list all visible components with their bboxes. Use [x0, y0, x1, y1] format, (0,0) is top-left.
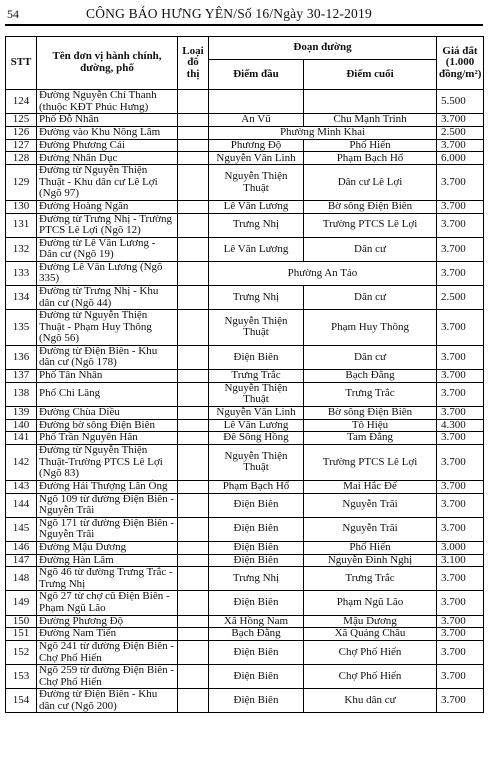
row-price: 3.700 — [437, 641, 484, 665]
row-price: 3.700 — [437, 345, 484, 369]
row-price: 3.700 — [437, 261, 484, 285]
row-end-point: Tô Hiệu — [304, 419, 437, 432]
row-stt: 151 — [6, 628, 37, 641]
table-row — [6, 152, 484, 165]
row-stt: 149 — [6, 591, 37, 615]
table-row — [6, 126, 484, 139]
row-name: Ngõ 46 từ đường Trưng Trắc - Trưng Nhị — [37, 567, 178, 591]
row-end-point: Chợ Phố Hiến — [304, 665, 437, 689]
row-end-point — [304, 90, 437, 114]
table-row — [6, 406, 484, 419]
row-end-point: Dân cư — [304, 345, 437, 369]
row-start-point: Trưng Nhị — [209, 213, 304, 237]
row-end-point: Phố Hiến — [304, 541, 437, 554]
row-end-point: Bờ sông Điện Biên — [304, 200, 437, 213]
row-start-point: Nguyễn Thiện Thuật — [209, 445, 304, 481]
table-row — [6, 567, 484, 591]
row-start-point: Lê Văn Lương — [209, 237, 304, 261]
table-row — [6, 382, 484, 406]
header-end-point: Điểm cuối — [304, 60, 437, 90]
row-urban-type — [178, 517, 209, 541]
row-urban-type — [178, 554, 209, 567]
row-start-point: Nguyễn Văn Linh — [209, 406, 304, 419]
row-price: 3.700 — [437, 480, 484, 493]
table-row — [6, 139, 484, 152]
row-urban-type — [178, 237, 209, 261]
row-price: 3.700 — [437, 591, 484, 615]
row-stt: 128 — [6, 152, 37, 165]
row-end-point: Phạm Bạch Hổ — [304, 152, 437, 165]
row-start-point: Điện Biên — [209, 689, 304, 713]
row-price: 4.300 — [437, 419, 484, 432]
row-urban-type — [178, 200, 209, 213]
row-stt: 125 — [6, 114, 37, 127]
header-rule — [5, 24, 483, 26]
row-name: Phố Trần Nguyên Hãn — [37, 432, 178, 445]
row-name: Ngõ 109 từ đường Điện Biên - Nguyễn Trãi — [37, 493, 178, 517]
row-end-point: Mai Hắc Đế — [304, 480, 437, 493]
row-name: Ngõ 171 từ đường Điện Biên - Nguyễn Trãi — [37, 517, 178, 541]
row-end-point: Trường PTCS Lê Lợi — [304, 445, 437, 481]
table-row — [6, 665, 484, 689]
row-name: Đường từ Trưng Nhị - Khu dân cư (Ngõ 44) — [37, 286, 178, 310]
row-end-point: Phạm Ngũ Lão — [304, 591, 437, 615]
row-price: 3.700 — [437, 200, 484, 213]
table-row — [6, 554, 484, 567]
row-price: 3.000 — [437, 541, 484, 554]
page-number: 54 — [7, 7, 19, 21]
row-end-point: Bạch Đằng — [304, 369, 437, 382]
row-urban-type — [178, 139, 209, 152]
row-urban-type — [178, 615, 209, 628]
row-price: 2.500 — [437, 286, 484, 310]
row-start-point: Nguyễn Thiện Thuật — [209, 382, 304, 406]
row-name: Đường Hoàng Ngân — [37, 200, 178, 213]
row-name: Đường Nguyễn Chí Thanh (thuộc KĐT Phúc Hưng) — [37, 90, 178, 114]
row-urban-type — [178, 369, 209, 382]
row-name: Đường từ Điện Biên - Khu dân cư (Ngõ 178) — [37, 345, 178, 369]
table-row — [6, 114, 484, 127]
row-end-point: Nguyễn Đình Nghị — [304, 554, 437, 567]
row-stt: 147 — [6, 554, 37, 567]
row-name: Đường Nam Tiến — [37, 628, 178, 641]
row-end-point: Phạm Huy Thông — [304, 310, 437, 346]
row-name: Đường Chùa Diều — [37, 406, 178, 419]
row-name: Đường từ Điện Biên - Khu dân cư (Ngõ 200) — [37, 689, 178, 713]
table-row — [6, 165, 484, 201]
row-name: Phố Đỗ Nhân — [37, 114, 178, 127]
row-start-point: Trưng Trắc — [209, 369, 304, 382]
row-start-point: Lê Văn Lương — [209, 200, 304, 213]
row-end-point: Nguyễn Trãi — [304, 517, 437, 541]
row-stt: 152 — [6, 641, 37, 665]
row-name: Đường từ Nguyễn Thiện Thuật - Phạm Huy Thông (Ngõ 56) — [37, 310, 178, 346]
row-price: 2.500 — [437, 126, 484, 139]
row-name: Đường từ Trưng Nhị - Trường PTCS Lê Lợi (Ngõ 12) — [37, 213, 178, 237]
row-name: Đường Nhân Dục — [37, 152, 178, 165]
row-start-point: Trưng Nhị — [209, 567, 304, 591]
row-start-point: Điện Biên — [209, 665, 304, 689]
row-name: Phố Chi Lăng — [37, 382, 178, 406]
row-price: 3.700 — [437, 237, 484, 261]
row-urban-type — [178, 665, 209, 689]
row-name: Phố Tân Nhân — [37, 369, 178, 382]
row-stt: 135 — [6, 310, 37, 346]
row-end-point: Phố Hiến — [304, 139, 437, 152]
row-end-point: Chu Mạnh Trinh — [304, 114, 437, 127]
row-start-point: Bạch Đằng — [209, 628, 304, 641]
table-row — [6, 541, 484, 554]
header-segment: Đoạn đường — [209, 37, 437, 60]
row-urban-type — [178, 480, 209, 493]
row-name: Ngõ 259 từ đường Điện Biên - Chợ Phố Hiến — [37, 665, 178, 689]
row-end-point: Dân cư — [304, 237, 437, 261]
row-name: Đường vào Khu Nông Lâm — [37, 126, 178, 139]
row-price: 5.500 — [437, 90, 484, 114]
row-start-point: Điện Biên — [209, 554, 304, 567]
row-name: Đường Lê Văn Lương (Ngõ 335) — [37, 261, 178, 285]
row-start-point: Trưng Nhị — [209, 286, 304, 310]
row-stt: 134 — [6, 286, 37, 310]
row-urban-type — [178, 345, 209, 369]
row-urban-type — [178, 114, 209, 127]
row-start-point: Nguyễn Văn Linh — [209, 152, 304, 165]
row-price: 6.000 — [437, 152, 484, 165]
row-stt: 154 — [6, 689, 37, 713]
row-stt: 146 — [6, 541, 37, 554]
row-stt: 143 — [6, 480, 37, 493]
row-start-point — [209, 90, 304, 114]
row-start-point: Đê Sông Hồng — [209, 432, 304, 445]
table-row — [6, 689, 484, 713]
row-end-point: Trường PTCS Lê Lợi — [304, 213, 437, 237]
row-price: 3.700 — [437, 139, 484, 152]
row-urban-type — [178, 541, 209, 554]
row-urban-type — [178, 432, 209, 445]
header-urban-type: Loại đô thị — [178, 37, 209, 90]
row-urban-type — [178, 493, 209, 517]
row-stt: 142 — [6, 445, 37, 481]
row-price: 3.700 — [437, 445, 484, 481]
row-price: 3.700 — [437, 628, 484, 641]
row-stt: 133 — [6, 261, 37, 285]
row-price: 3.700 — [437, 689, 484, 713]
row-urban-type — [178, 261, 209, 285]
table-row — [6, 517, 484, 541]
land-price-table — [5, 36, 484, 713]
table-row — [6, 445, 484, 481]
row-price: 3.700 — [437, 493, 484, 517]
table-row — [6, 237, 484, 261]
page-header — [0, 0, 490, 26]
table-row — [6, 493, 484, 517]
gazette-title: CÔNG BÁO HƯNG YÊN/Số 16/Ngày 30-12-2019 — [86, 6, 372, 21]
row-end-point: Dân cư — [304, 286, 437, 310]
table-row — [6, 480, 484, 493]
row-end-point: Mậu Dương — [304, 615, 437, 628]
row-price: 3.700 — [437, 517, 484, 541]
table-row — [6, 641, 484, 665]
row-end-point: Dân cư Lê Lợi — [304, 165, 437, 201]
row-start-point: Phạm Bạch Hổ — [209, 480, 304, 493]
row-name: Đường từ Nguyễn Thiện Thuật-Trường PTCS Lê Lợi (Ngõ 83) — [37, 445, 178, 481]
row-name: Đường từ Lê Văn Lương - Dân cư (Ngõ 19) — [37, 237, 178, 261]
row-name: Đường từ Nguyễn Thiện Thuật - Khu dân cư Lê Lợi (Ngõ 97) — [37, 165, 178, 201]
row-urban-type — [178, 419, 209, 432]
row-stt: 138 — [6, 382, 37, 406]
row-stt: 144 — [6, 493, 37, 517]
row-start-point: Lê Văn Lương — [209, 419, 304, 432]
row-price: 3.700 — [437, 406, 484, 419]
row-start-point: Phương Độ — [209, 139, 304, 152]
header-price: Giá đất (1.000 đồng/m²) — [437, 37, 484, 90]
row-stt: 126 — [6, 126, 37, 139]
row-price: 3.700 — [437, 567, 484, 591]
table-row — [6, 286, 484, 310]
row-price: 3.100 — [437, 554, 484, 567]
table-row — [6, 200, 484, 213]
row-urban-type — [178, 567, 209, 591]
row-end-point: Chợ Phố Hiến — [304, 641, 437, 665]
row-end-point: Nguyễn Trãi — [304, 493, 437, 517]
row-urban-type — [178, 689, 209, 713]
row-urban-type — [178, 628, 209, 641]
row-name: Đường bờ sông Điện Biên — [37, 419, 178, 432]
row-name: Đường Phương Cái — [37, 139, 178, 152]
row-urban-type — [178, 382, 209, 406]
row-end-point: Bờ sông Điện Biên — [304, 406, 437, 419]
row-price: 3.700 — [437, 665, 484, 689]
table-row — [6, 90, 484, 114]
row-start-point: Điện Biên — [209, 641, 304, 665]
row-start-point: Điện Biên — [209, 541, 304, 554]
row-stt: 130 — [6, 200, 37, 213]
row-price: 3.700 — [437, 432, 484, 445]
row-stt: 129 — [6, 165, 37, 201]
row-end-point: Xã Quảng Châu — [304, 628, 437, 641]
row-start-point: Điện Biên — [209, 591, 304, 615]
table-row — [6, 615, 484, 628]
row-start-point: An Vũ — [209, 114, 304, 127]
row-name: Ngõ 241 từ đường Điện Biên - Chợ Phố Hiến — [37, 641, 178, 665]
row-name: Đường Mậu Dương — [37, 541, 178, 554]
row-urban-type — [178, 445, 209, 481]
row-urban-type — [178, 310, 209, 346]
row-start-point: Nguyễn Thiện Thuật — [209, 310, 304, 346]
header-name: Tên đơn vị hành chính, đường, phố — [37, 37, 178, 90]
row-price: 3.700 — [437, 310, 484, 346]
row-urban-type — [178, 126, 209, 139]
row-urban-type — [178, 406, 209, 419]
table-row — [6, 369, 484, 382]
row-stt: 148 — [6, 567, 37, 591]
row-stt: 141 — [6, 432, 37, 445]
row-price: 3.700 — [437, 165, 484, 201]
row-urban-type — [178, 213, 209, 237]
row-stt: 145 — [6, 517, 37, 541]
row-stt: 137 — [6, 369, 37, 382]
row-price: 3.700 — [437, 213, 484, 237]
table-row — [6, 345, 484, 369]
row-end-point: Trưng Trắc — [304, 382, 437, 406]
table-row — [6, 628, 484, 641]
table-row — [6, 432, 484, 445]
row-start-point: Nguyễn Thiện Thuật — [209, 165, 304, 201]
row-stt: 139 — [6, 406, 37, 419]
row-urban-type — [178, 165, 209, 201]
header-start-point: Điểm đầu — [209, 60, 304, 90]
row-stt: 124 — [6, 90, 37, 114]
row-name: Đường Phương Độ — [37, 615, 178, 628]
row-name: Đường Hải Thượng Lãn Ông — [37, 480, 178, 493]
row-urban-type — [178, 90, 209, 114]
row-name: Đường Hàn Lâm — [37, 554, 178, 567]
row-stt: 153 — [6, 665, 37, 689]
row-segment-span: Phường Minh Khai — [209, 126, 437, 139]
row-start-point: Điện Biên — [209, 345, 304, 369]
row-urban-type — [178, 152, 209, 165]
row-name: Ngõ 27 từ chợ cũ Điện Biên - Phạm Ngũ Lão — [37, 591, 178, 615]
table-row — [6, 591, 484, 615]
row-end-point: Trưng Trắc — [304, 567, 437, 591]
row-segment-span: Phường An Tảo — [209, 261, 437, 285]
table-row — [6, 419, 484, 432]
table-body — [6, 90, 484, 713]
table-row — [6, 213, 484, 237]
row-urban-type — [178, 641, 209, 665]
row-start-point: Điện Biên — [209, 493, 304, 517]
row-start-point: Xã Hồng Nam — [209, 615, 304, 628]
header-stt: STT — [6, 37, 37, 90]
row-urban-type — [178, 286, 209, 310]
row-stt: 132 — [6, 237, 37, 261]
row-start-point: Điện Biên — [209, 517, 304, 541]
table-row — [6, 310, 484, 346]
row-price: 3.700 — [437, 382, 484, 406]
row-price: 3.700 — [437, 114, 484, 127]
row-price: 3.700 — [437, 369, 484, 382]
row-stt: 140 — [6, 419, 37, 432]
row-end-point: Tam Đằng — [304, 432, 437, 445]
row-stt: 150 — [6, 615, 37, 628]
row-price: 3.700 — [437, 615, 484, 628]
row-stt: 127 — [6, 139, 37, 152]
row-end-point: Khu dân cư — [304, 689, 437, 713]
row-stt: 131 — [6, 213, 37, 237]
row-stt: 136 — [6, 345, 37, 369]
row-urban-type — [178, 591, 209, 615]
table-row — [6, 261, 484, 285]
